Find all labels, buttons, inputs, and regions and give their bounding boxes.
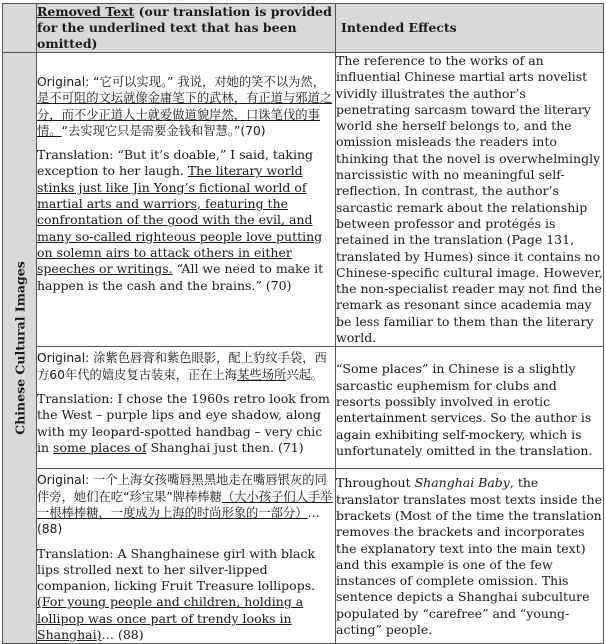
translation-text: Translation: “But it’s doable,” I said, taking exception to her laugh. The literary world stinks just like Jin Yong’s fictional world of martial arts and warriors, featuring the confrontation of the good with the evil, and many so-called righteous people love putting on solemn airs to attack others in either speeches or writings. “All we need to make it happen is the cash and the brains.” (70) [37, 147, 324, 293]
intended-effect-cell [336, 469, 604, 644]
removed-text-cell [37, 469, 336, 644]
original-text: Original: “它可以实现。” 我说，对她的笑不以为然，是不可阻的文坛就像金庸笔下的武林，有正道与邪道之分，而不少正道人士就爱做道貌岸然，口诛笔伐的事情。“去实现它只是需要金钱和智慧。”(70) [37, 75, 333, 138]
intended-effect-cell [336, 53, 604, 347]
header-removed-text-underlined: Removed Text [37, 4, 135, 19]
removed-text-cell [37, 347, 336, 469]
header-row [3, 4, 604, 53]
effect-text: Throughout Shanghai Baby, the translator translates most texts inside the brackets (Most of the time the translation removes the brackets and incorporates the explanatory text into the main text) and this example is one of the few instances of complete omission. This sentence depicts a Shanghai subculture populated by “carefree” and “young-acting” people. [336, 475, 603, 638]
removed-text-cell [37, 53, 336, 347]
original-text: Original: 一个上海女孩嘴唇黑黑地走在嘴唇银灰的同伴旁，她们在吃“珍宝果”牌棒棒糖（大小孩子们人手举一根棒棒糖，一度成为上海的时尚形象的一部分）… (88) [37, 473, 333, 537]
header-removed-text-rest: (our translation is provided for the underlined text that has been omitted) [37, 4, 332, 51]
table-row [3, 469, 604, 644]
header-intended-effects: Intended Effects [336, 4, 604, 53]
effect-text: The reference to the works of an influential Chinese martial arts novelist vividly illustrates the author’s penetrating sarcasm toward the literary world she herself belongs to, and the omission misleads the readers into thinking that the novel is overwhelmingly narcissistic with no meaningful self-reflection. In contrast, the author’s sarcastic remark about the relationship between professor and protégés is retained in the translation (Page 131, translated by Humes) since it contains no Chinese-specific cultural image. However, the non-specialist reader may not find the remark as resonant since academia may be less familiar to them than the literary world. [336, 53, 603, 346]
translation-text: Translation: A Shanghainese girl with black lips strolled next to her silver-lipped companion, licking Fruit Treasure lollipops. (For young people and children, holding a lollipop was once part of trendy looks in Shanghai)… (88) [37, 545, 316, 643]
table-row [3, 53, 604, 347]
side-category-label: Chinese Cultural Images [12, 261, 27, 435]
original-text: Original: 涂紫色唇膏和紫色眼影，配上豹纹手袋，西方60年代的嬉皮复古装束，正在上海某些场所兴起。 [37, 351, 327, 382]
side-category-cell [3, 53, 37, 644]
header-corner [3, 4, 37, 53]
omission-table [2, 3, 604, 644]
effect-text: “Some places” in Chinese is a slightly sarcastic euphemism for clubs and resorts possibly involved in erotic entertainment services. So the author is again exhibiting self-mockery, which is unfortunately omitted in the translation. [336, 361, 593, 458]
intended-effect-cell [336, 347, 604, 469]
header-removed-text [37, 4, 336, 53]
table-row [3, 347, 604, 469]
translation-text: Translation: I chose the 1960s retro look from the West – purple lips and eye shadow, along with my leopard-spotted handbag – very chic in some places of Shanghai just then. (71) [37, 390, 330, 455]
